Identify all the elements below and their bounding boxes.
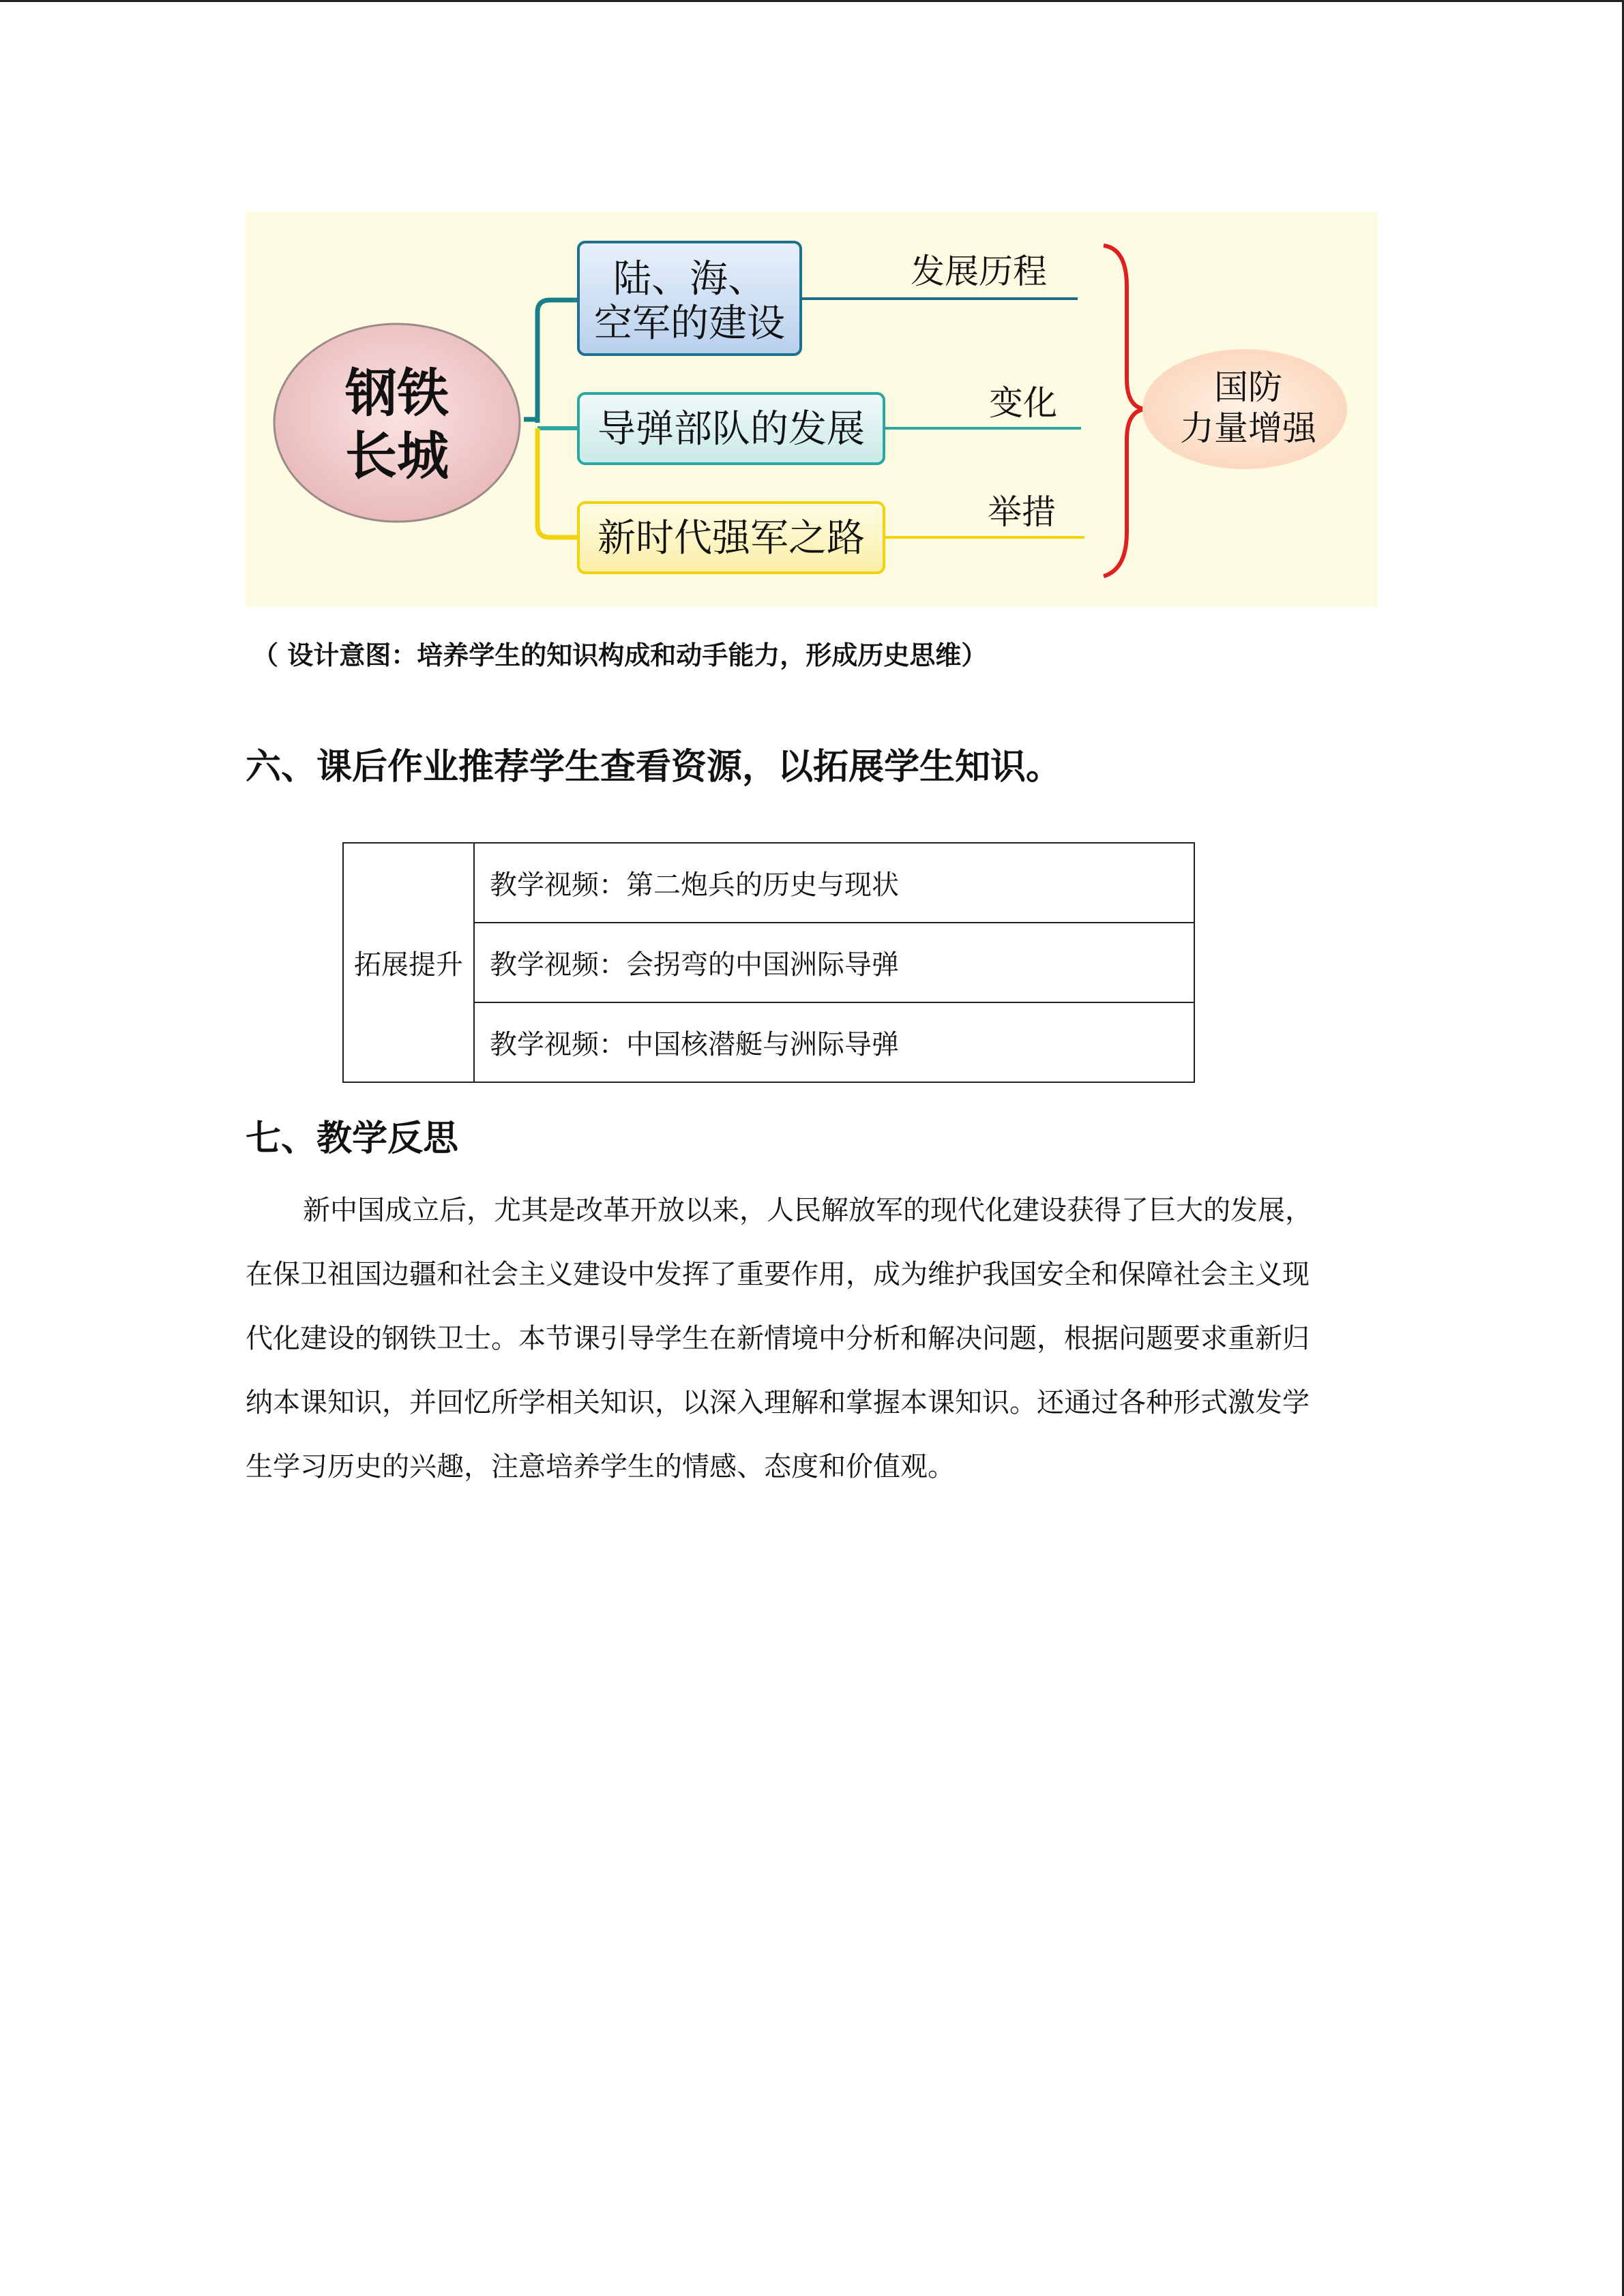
- resource-item-2: 教学视频：会拐弯的中国洲际导弹: [474, 923, 1194, 1002]
- branch-box-3-text: 新时代强军之路: [597, 516, 865, 561]
- center-node-line-2: 长城: [345, 426, 449, 486]
- paragraph-line: 纳本课知识，并回忆所学相关知识，以深入理解和掌握本课知识。还通过各种形式激发学: [246, 1387, 1310, 1418]
- paragraph-line: 生学习历史的兴趣，注意培养学生的情感、态度和价值观。: [246, 1451, 955, 1482]
- section-6-heading: 六、课后作业推荐学生查看资源，以拓展学生知识。: [246, 747, 1062, 788]
- result-node-line-2: 力量增强: [1180, 408, 1316, 448]
- branch-box-1-line-1: 陆、海、: [613, 257, 766, 301]
- label-development: 发展历程: [911, 252, 1047, 291]
- connector-trunk-bottom: [537, 428, 578, 537]
- paragraph-line: 新中国成立后，尤其是改革开放以来，人民解放军的现代化建设获得了巨大的发展，: [303, 1195, 1312, 1226]
- center-node-line-1: 钢铁: [345, 363, 449, 423]
- reflection-paragraph: [246, 1178, 1364, 1499]
- mind-map-graphic: [246, 211, 1378, 607]
- branch-box-2-text: 导弹部队的发展: [597, 407, 865, 451]
- label-measures: 举措: [988, 492, 1056, 532]
- red-brace: [1104, 245, 1147, 576]
- resource-table: [342, 842, 1195, 1083]
- resource-item-3: 教学视频：中国核潜艇与洲际导弹: [474, 1002, 1194, 1082]
- design-intent-caption: （ 设计意图：培养学生的知识构成和动手能力，形成历史思维）: [252, 640, 988, 670]
- mind-map: [246, 211, 1378, 607]
- resource-item-1: 教学视频：第二炮兵的历史与现状: [474, 843, 1194, 923]
- resource-category: 拓展提升: [343, 843, 474, 1082]
- connector-trunk-top: [537, 300, 578, 423]
- result-node-line-1: 国防: [1214, 368, 1282, 407]
- paragraph-line: 在保卫祖国边疆和社会主义建设中发挥了重要作用，成为维护我国安全和保障社会主义现: [246, 1259, 1310, 1290]
- branch-box-1-line-2: 空军的建设: [594, 301, 785, 346]
- paragraph-line: 代化建设的钢铁卫士。本节课引导学生在新情境中分析和解决问题，根据问题要求重新归: [246, 1323, 1310, 1354]
- page-border-top: [0, 0, 1624, 2]
- label-change: 变化: [989, 383, 1057, 423]
- section-7-heading: 七、教学反思: [246, 1118, 459, 1159]
- table-row: [343, 843, 1194, 923]
